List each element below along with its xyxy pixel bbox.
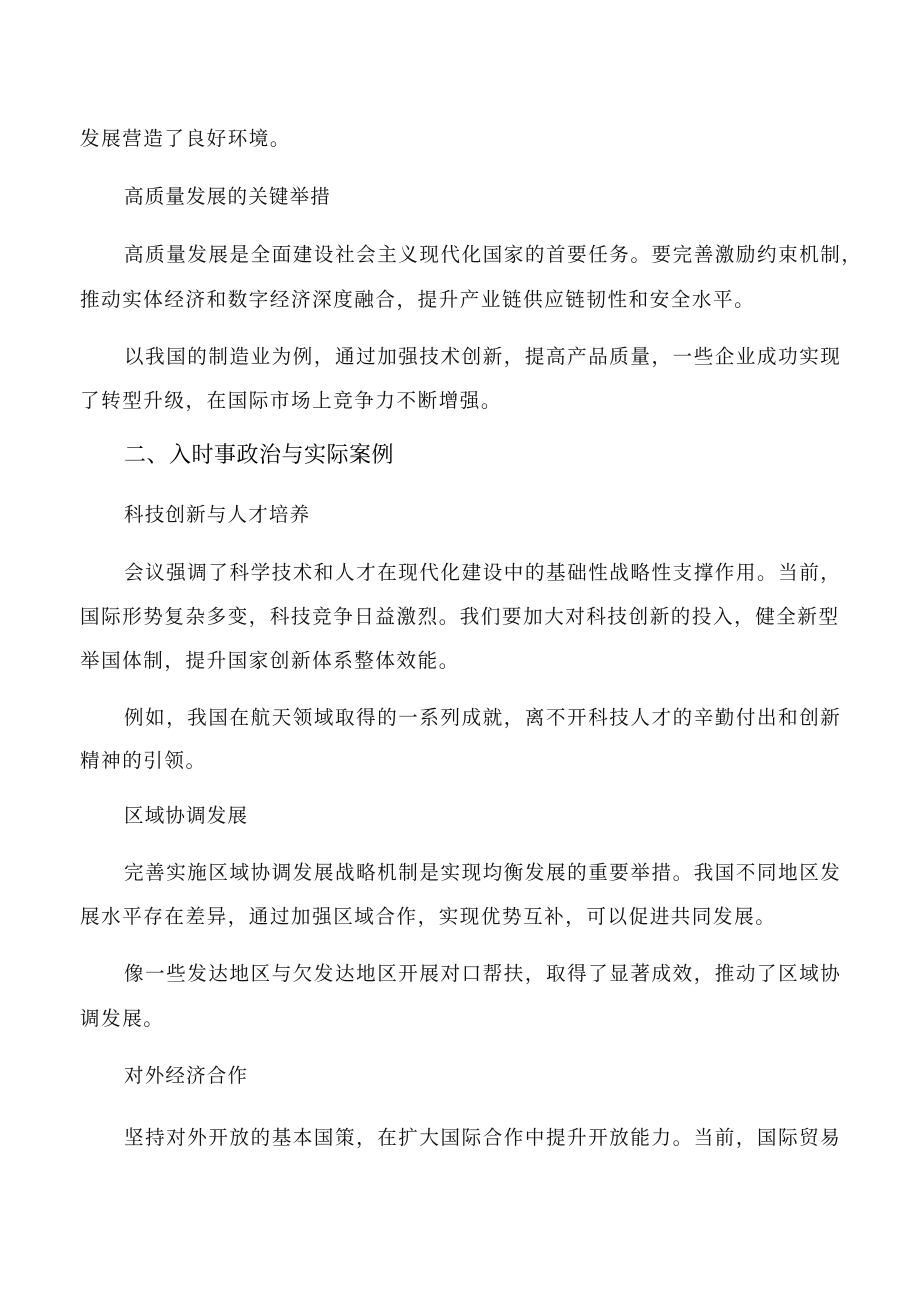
paragraph-line: 例如，我国在航天领域取得的一系列成就，离不开科技人才的辛勤付出和创新 (124, 706, 842, 729)
paragraph-line: 精神的引领。 (80, 749, 207, 772)
subheading-key-measures: 高质量发展的关键举措 (124, 185, 332, 208)
paragraph-line: 以我国的制造业为例，通过加强技术创新，提高产品质量，一些企业成功实现 (124, 345, 842, 368)
paragraph-line: 展水平存在差异，通过加强区域合作，实现优势互补，可以促进共同发展。 (80, 905, 777, 928)
paragraph-line: 推动实体经济和数字经济深度融合，提升产业链供应链韧性和安全水平。 (80, 288, 756, 311)
paragraph-line: 像一些发达地区与欠发达地区开展对口帮扶，取得了显著成效，推动了区域协 (124, 962, 842, 985)
paragraph-line: 国际形势复杂多变，科技竞争日益激烈。我们要加大对科技创新的投入，健全新型 (80, 605, 840, 628)
paragraph-line: 发展营造了良好环境。 (80, 127, 292, 150)
subheading-foreign-economic-cooperation: 对外经济合作 (124, 1064, 249, 1087)
paragraph-line: 坚持对外开放的基本国策，在扩大国际合作中提升开放能力。当前，国际贸易 (124, 1126, 842, 1149)
subheading-tech-innovation: 科技创新与人才培养 (124, 503, 311, 526)
subheading-regional-development: 区域协调发展 (124, 804, 249, 827)
paragraph-line: 调发展。 (80, 1007, 165, 1030)
paragraph-line: 完善实施区域协调发展战略机制是实现均衡发展的重要举措。我国不同地区发 (124, 861, 842, 884)
section-heading: 二、入时事政治与实际案例 (124, 443, 395, 468)
paragraph-line: 会议强调了科学技术和人才在现代化建设中的基础性战略性支撑作用。当前， (124, 561, 842, 584)
paragraph-line: 高质量发展是全面建设社会主义现代化国家的首要任务。要完善激励约束机制， (124, 243, 863, 266)
paragraph-line: 举国体制，提升国家创新体系整体效能。 (80, 649, 460, 672)
paragraph-line: 了转型升级，在国际市场上竞争力不断增强。 (80, 389, 503, 412)
